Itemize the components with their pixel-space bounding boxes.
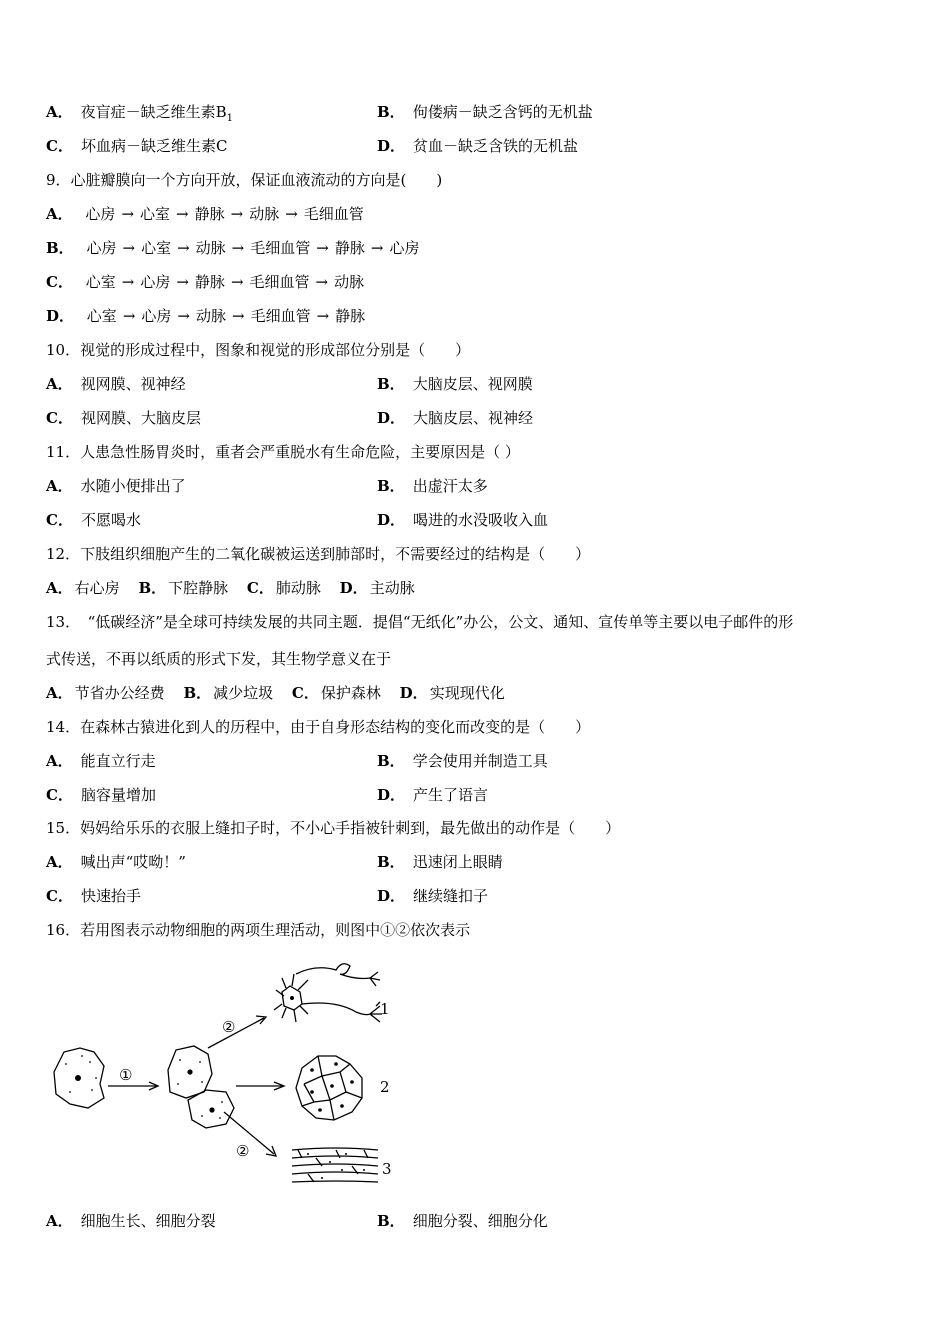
nerve-upper-terminal [370, 972, 380, 986]
arrow-icon: → [177, 239, 190, 257]
flow-step: 心室 [86, 307, 117, 325]
option-text: 出虚汗太多 [412, 477, 488, 495]
q8-option-a[interactable] [46, 102, 233, 129]
nucleus [310, 1068, 314, 1072]
option-text: 减少垃圾 [213, 684, 274, 702]
q12-option-d[interactable] [340, 579, 415, 597]
arrow-icon: → [316, 307, 330, 325]
option-text: 喝进的水没吸收入血 [413, 511, 549, 529]
q13-stem-line2: 式传送，不再以纸质的形式下发，其生物学意义在于 [46, 650, 392, 668]
option-text: 保护森林 [320, 684, 381, 702]
q8-option-b[interactable] [377, 102, 593, 122]
flow-step: 静脉 [334, 239, 365, 257]
flow-step: 动脉 [195, 239, 226, 257]
q8-option-d[interactable] [377, 136, 578, 156]
option-text: 视网膜、视神经 [80, 375, 186, 393]
option-letter: C． [46, 511, 73, 529]
q8-option-c[interactable] [46, 136, 227, 156]
option-letter: B． [377, 477, 405, 495]
option-text: 视网膜、大脑皮层 [80, 409, 201, 427]
q10-option-c[interactable] [46, 408, 201, 428]
option-text: 脑容量增加 [80, 786, 156, 804]
arrow-icon: → [176, 205, 189, 223]
cell-diagram [46, 952, 406, 1197]
option-letter: C． [46, 409, 73, 427]
option-text: 坏血病－缺乏维生素C [80, 137, 228, 155]
fiber-nucleus [329, 1161, 331, 1163]
cytoplasm-dot [91, 1089, 93, 1091]
q10-option-b[interactable] [377, 374, 533, 394]
option-text: 实现现代化 [429, 684, 505, 702]
option-text: 细胞分裂、细胞分化 [412, 1212, 548, 1230]
arrow-icon: → [122, 307, 136, 325]
option-letter: D． [377, 511, 406, 529]
q14-option-c[interactable] [46, 785, 156, 805]
flow-step: 心房 [141, 307, 172, 325]
fiber-nucleus [341, 1169, 343, 1171]
nerve-axon [302, 1003, 370, 1015]
option-text: 贫血－缺乏含铁的无机盐 [413, 137, 579, 155]
q15-stem: 15．妈妈给乐乐的衣服上缝扣子时，不小心手指被针刺到，最先做出的动作是（ ） [46, 819, 621, 837]
option-letter: B． [183, 684, 212, 702]
cytoplasm-dot [199, 1061, 201, 1063]
option-letter: D． [377, 409, 406, 427]
option-letter: D． [377, 887, 406, 905]
flow-step: 动脉 [195, 307, 226, 325]
cytoplasm-dot [201, 1081, 203, 1083]
option-text: 不愿喝水 [80, 511, 141, 529]
option-letter: D． [399, 684, 428, 702]
option-letter: B． [138, 579, 167, 597]
arrow-icon: → [370, 239, 384, 257]
flow-step: 动脉 [334, 273, 365, 291]
option-letter: C． [46, 887, 73, 905]
option-text: 大脑皮层、视神经 [413, 409, 534, 427]
q12-option-b[interactable] [138, 579, 228, 597]
option-letter: D． [46, 307, 75, 325]
flow-step: 静脉 [335, 307, 366, 325]
option-subscript: 1 [226, 113, 234, 124]
q10-option-d[interactable] [377, 408, 533, 428]
cytoplasm-dot [65, 1063, 67, 1065]
option-letter: A． [46, 752, 73, 770]
nucleus [209, 1107, 214, 1112]
arrow-icon: → [316, 239, 329, 257]
cytoplasm-dot [221, 1101, 223, 1103]
arrow-icon: → [176, 273, 189, 291]
cytoplasm-dot [81, 1055, 83, 1057]
option-letter: A． [46, 579, 73, 597]
option-letter: A． [46, 103, 73, 121]
q13-stem-line1: 13． “低碳经济”是全球可持续发展的共同主题．提倡“无纸化”办公，公文、通知、宣传单等主要以电子邮件的形 [46, 613, 794, 631]
option-text: 夜盲症－缺乏维生素B [80, 103, 227, 121]
q14-stem: 14．在森林古猿进化到人的历程中，由于自身形态结构的变化而改变的是（ ） [46, 718, 591, 736]
cytoplasm-dot [69, 1091, 71, 1093]
option-text: 细胞生长、细胞分裂 [80, 1212, 216, 1230]
q15-option-c[interactable] [46, 886, 141, 906]
option-letter: A． [46, 1212, 73, 1230]
option-text: 产生了语言 [413, 786, 489, 804]
flow-step: 心室 [85, 273, 116, 291]
option-text: 水随小便排出了 [80, 477, 186, 495]
q9-option-c[interactable] [46, 272, 364, 292]
arrow-icon: → [232, 307, 245, 325]
q13-option-a[interactable] [46, 684, 165, 702]
arrow-icon: → [121, 205, 135, 223]
option-text: 下腔静脉 [168, 579, 229, 597]
flow-step: 静脉 [194, 205, 225, 223]
option-text: 大脑皮层、视网膜 [412, 375, 533, 393]
q16-stem: 16．若用图表示动物细胞的两项生理活动，则图中①②依次表示 [46, 921, 471, 939]
flow-step: 心室 [140, 205, 171, 223]
nucleus [350, 1080, 354, 1084]
q15-option-b[interactable] [377, 852, 503, 872]
flow-step: 心房 [389, 239, 420, 257]
arrow-icon: → [121, 273, 135, 291]
arrow-icon: → [122, 239, 136, 257]
q12-option-c[interactable] [247, 579, 321, 597]
nucleus [334, 1062, 338, 1066]
option-text: 主动脉 [369, 579, 415, 597]
q9-option-b[interactable] [46, 238, 419, 258]
q9-option-d[interactable] [46, 306, 365, 326]
flow-step: 心房 [140, 273, 171, 291]
flow-step: 心房 [85, 205, 116, 223]
q10-option-a[interactable] [46, 374, 186, 394]
q13-option-c[interactable] [292, 684, 381, 702]
option-letter: A． [46, 375, 73, 393]
nucleus [318, 1108, 322, 1112]
q13-options [46, 683, 505, 703]
label-tissue-1: 1 [380, 1000, 390, 1018]
cell-division-differentiation-figure [46, 952, 406, 1197]
q11-option-c[interactable] [46, 510, 141, 530]
q11-option-b[interactable] [377, 476, 488, 496]
option-text: 肺动脉 [275, 579, 321, 597]
q14-option-d[interactable] [377, 785, 488, 805]
cytoplasm-dot [95, 1077, 97, 1079]
option-text: 喊出声“哎呦！” [80, 853, 186, 871]
nucleus [330, 1084, 334, 1088]
option-text: 节省办公经费 [74, 684, 165, 702]
flow-step: 毛细血管 [249, 273, 310, 291]
cytoplasm-dot [179, 1059, 181, 1061]
flow-step: 心房 [86, 239, 117, 257]
option-letter: A． [46, 684, 73, 702]
label-step-1: ① [119, 1066, 133, 1084]
arrow-icon: → [231, 239, 245, 257]
cytoplasm-dot [219, 1117, 221, 1119]
label-tissue-3: 3 [382, 1160, 392, 1178]
flow-step: 动脉 [249, 205, 280, 223]
label-tissue-2: 2 [380, 1078, 390, 1096]
q16-option-b[interactable] [377, 1211, 548, 1231]
fiber-nucleus [321, 1177, 323, 1179]
q14-option-a[interactable] [46, 751, 156, 771]
arrow-icon: → [177, 307, 190, 325]
label-step-2: ② [222, 1018, 236, 1036]
option-letter: A． [46, 205, 73, 223]
option-text: 快速抬手 [80, 887, 141, 905]
q14-option-b[interactable] [377, 751, 548, 771]
option-text: 继续缝扣子 [413, 887, 489, 905]
option-text: 佝偻病－缺乏含钙的无机盐 [412, 103, 593, 121]
option-letter: A． [46, 477, 73, 495]
nucleus [187, 1069, 192, 1074]
nerve-upper-axon [296, 964, 370, 979]
option-letter: D． [377, 137, 406, 155]
q11-option-a[interactable] [46, 476, 186, 496]
cytoplasm-dot [177, 1083, 179, 1085]
flow-step: 静脉 [194, 273, 225, 291]
q12-options [46, 578, 415, 598]
flow-step: 心室 [141, 239, 172, 257]
flow-step: 毛细血管 [250, 239, 311, 257]
arrow-icon: → [230, 273, 244, 291]
q9-stem: 9．心脏瓣膜向一个方向开放，保证血液流动的方向是( ) [46, 171, 443, 189]
q15-option-d[interactable] [377, 886, 488, 906]
option-letter: B． [377, 375, 405, 393]
label-step-2b: ② [236, 1142, 250, 1160]
option-letter: B． [46, 239, 74, 257]
option-text: 迅速闭上眼睛 [412, 853, 503, 871]
option-text: 能直立行走 [80, 752, 156, 770]
fiber-nucleus [307, 1153, 309, 1155]
option-text: 右心房 [74, 579, 120, 597]
option-letter: C． [246, 579, 274, 597]
cytoplasm-dot [89, 1061, 91, 1063]
arrow-2-line [208, 1018, 264, 1048]
option-text: 学会使用并制造工具 [412, 752, 548, 770]
nucleus [75, 1075, 81, 1081]
arrow-icon: → [230, 205, 244, 223]
nucleus [340, 1104, 344, 1108]
q12-stem: 12．下肢组织细胞产生的二氧化碳被运送到肺部时，不需要经过的结构是（ ） [46, 545, 591, 563]
q11-stem: 11．人患急性肠胃炎时，重者会严重脱水有生命危险，主要原因是（ ） [46, 443, 520, 461]
flow-step: 毛细血管 [250, 307, 311, 325]
q11-option-d[interactable] [377, 510, 548, 530]
fiber-nucleus [363, 1169, 365, 1171]
q12-option-a[interactable] [46, 579, 120, 597]
nucleus [310, 1090, 314, 1094]
cytoplasm-dot [201, 1115, 203, 1117]
option-letter: B． [377, 853, 405, 871]
option-letter: A． [46, 853, 73, 871]
option-letter: D． [339, 579, 368, 597]
option-letter: D． [377, 786, 406, 804]
option-letter: B． [377, 1212, 405, 1230]
option-letter: C． [46, 137, 73, 155]
option-letter: C． [291, 684, 319, 702]
arrow-icon: → [285, 205, 298, 223]
q10-stem: 10．视觉的形成过程中，图象和视觉的形成部位分别是（ ） [46, 341, 471, 359]
option-letter: C． [46, 786, 73, 804]
arrow-icon: → [315, 273, 329, 291]
nucleus [290, 996, 294, 1000]
flow-step: 毛细血管 [303, 205, 364, 223]
option-letter: C． [46, 273, 73, 291]
q15-option-a[interactable] [46, 852, 186, 872]
option-letter: B． [377, 103, 405, 121]
option-letter: B． [377, 752, 405, 770]
q9-option-a[interactable] [46, 204, 364, 224]
fiber-nucleus [345, 1153, 347, 1155]
q16-option-a[interactable] [46, 1211, 216, 1231]
q13-option-d[interactable] [400, 684, 505, 702]
q13-option-b[interactable] [183, 684, 273, 702]
